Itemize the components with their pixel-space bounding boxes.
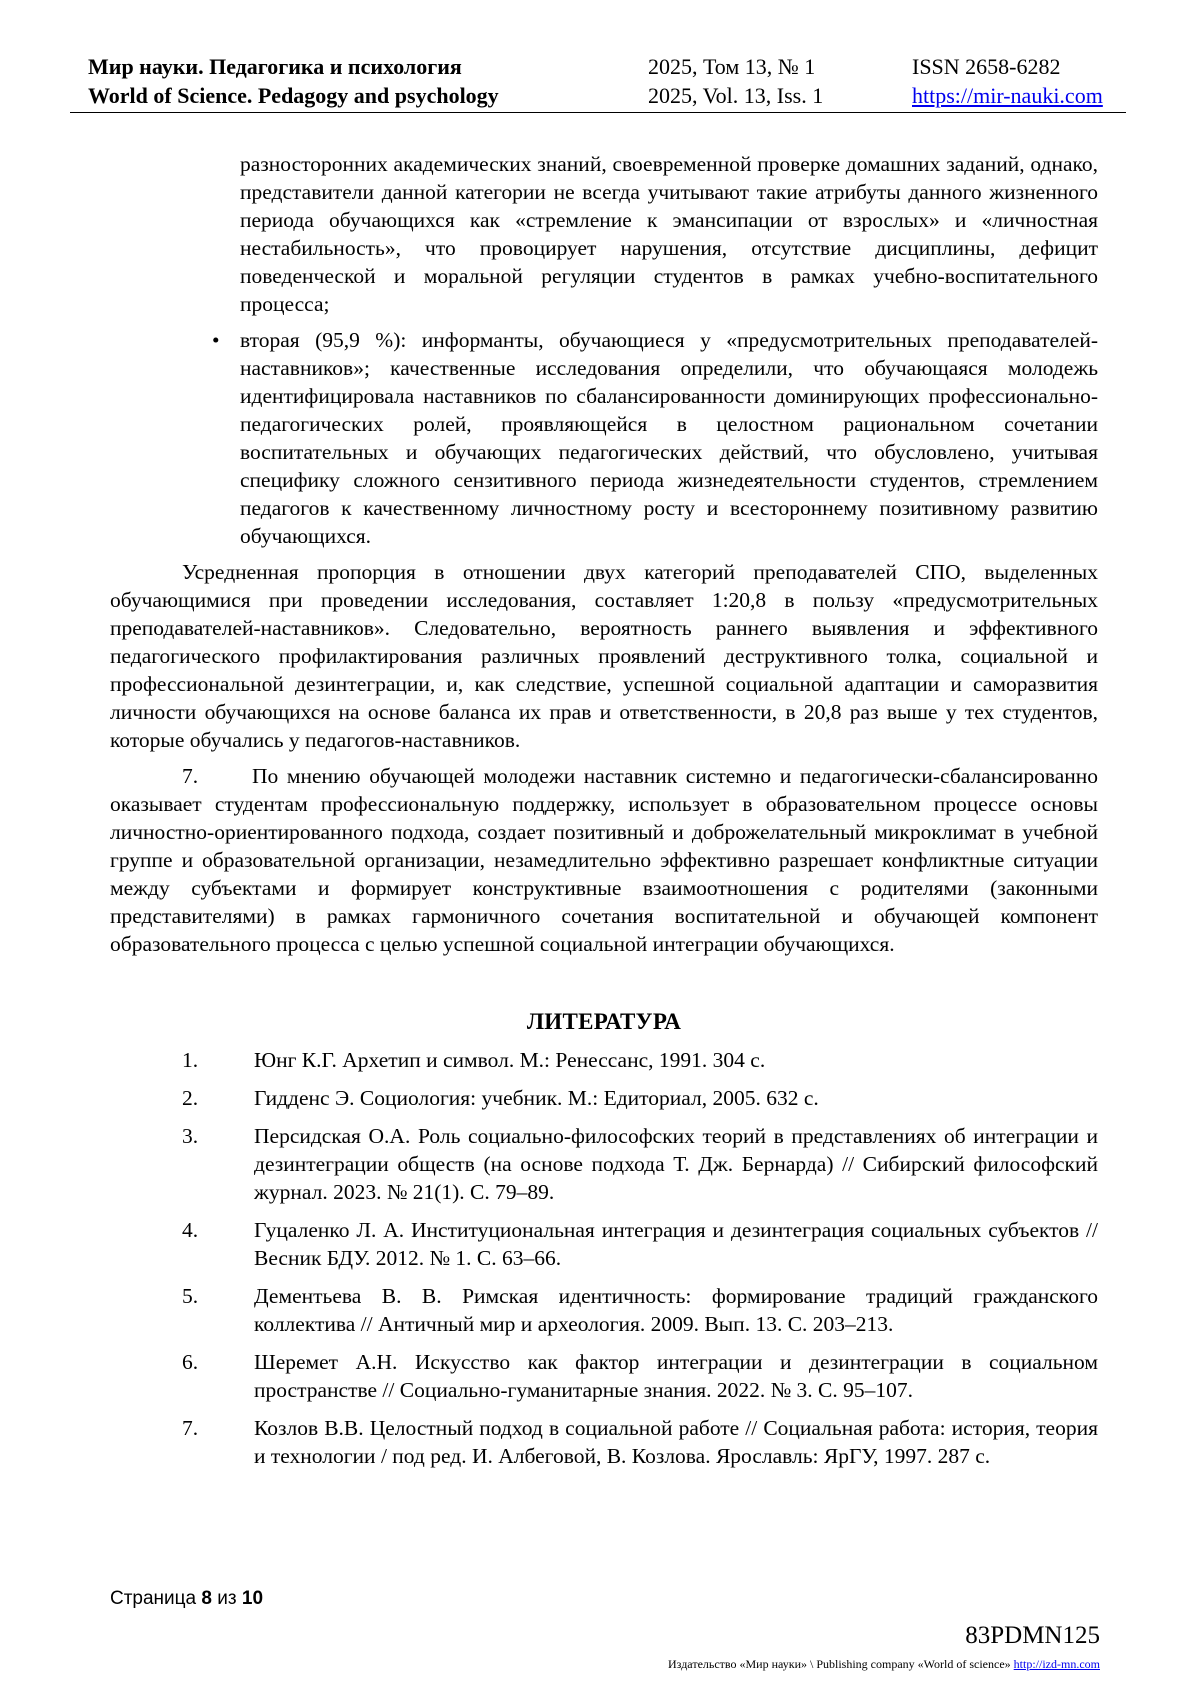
reference-item [110, 1122, 1098, 1206]
page-current: 8 [201, 1588, 212, 1609]
article-body [110, 150, 1098, 1470]
paragraph-7-number: 7. [182, 764, 199, 788]
journal-title-en: World of Science. Pedagogy and psychology [88, 83, 499, 108]
reference-number: 1. [182, 1048, 199, 1072]
reference-item [110, 1216, 1098, 1272]
reference-text: Шеремет А.Н. Искусство как фактор интеграции и дезинтеграции в социальном пространстве // Социально-гуманитарные знания. 2022. № 3. С. 95–107. [254, 1350, 1098, 1402]
document-code: 83PDMN125 [965, 1622, 1100, 1649]
issue-block [648, 52, 823, 110]
issn: ISSN 2658-6282 [912, 54, 1061, 79]
reference-item [110, 1046, 1098, 1074]
journal-header [70, 52, 1126, 113]
literature-heading: ЛИТЕРАТУРА [526, 1009, 682, 1034]
reference-item [110, 1282, 1098, 1338]
list-item [212, 326, 1098, 550]
reference-item [110, 1414, 1098, 1470]
reference-number: 6. [182, 1350, 199, 1374]
publisher-text: Издательство «Мир науки» \ Publishing company «World of science» [668, 1657, 1011, 1671]
reference-text: Гидденс Э. Социология: учебник. М.: Едиториал, 2005. 632 с. [254, 1086, 819, 1110]
reference-text: Дементьева В. В. Римская идентичность: формирование традиций гражданского коллектива // Античный мир и археология. 2009. Вып. 13. С. 203–213. [254, 1284, 1098, 1336]
reference-number: 2. [182, 1086, 199, 1110]
reference-item [110, 1348, 1098, 1404]
issn-block [912, 52, 1103, 110]
paragraph-7-text: По мнению обучающей молодежи наставник системно и педагогически-сбалансированно оказывает студентам профессиональную поддержку, использует в образовательном процессе основы личностно-ориентированного подхода, создает позитивный и доброжелательный микроклимат в учебной группе и образовательной организации, незамедлительно эффективно разрешает конфликтные ситуации между субъектами и формирует конструктивные взаимоотношения с родителями (законными представителями) в рамках гармоничного сочетания воспитательной и обучающей компонент образовательного процесса с целью успешной социальной интеграции обучающихся. [110, 764, 1098, 956]
page-of: из [217, 1588, 237, 1609]
publisher-url-link[interactable]: http://izd-mn.com [1013, 1657, 1100, 1671]
reference-number: 5. [182, 1284, 199, 1308]
bullet-item-text: вторая (95,9 %): информанты, обучающиеся у «предусмотрительных преподавателей-наставников»; качественные исследования определили, что обучающаяся молодежь идентифицировала наставников по сбалансированности доминирующих профессионально-педагогических ролей, проявляющейся в целостном рациональном сочетании воспитательных и обучающих педагогических действий, что обусловлено, учитывая специфику сложного сензитивного периода жизнедеятельности студентов, стремлением педагогов к качественному личностному росту и всестороннему позитивному развитию обучающихся. [240, 328, 1098, 548]
issue-en: 2025, Vol. 13, Iss. 1 [648, 83, 824, 108]
publisher-line [668, 1657, 1100, 1672]
issue-ru: 2025, Том 13, № 1 [648, 54, 816, 79]
paragraph-7 [110, 762, 1098, 958]
reference-number: 4. [182, 1218, 199, 1242]
journal-title-ru: Мир науки. Педагогика и психология [88, 54, 462, 79]
paragraph-proportion: Усредненная пропорция в отношении двух категорий преподавателей СПО, выделенных обучающимися при проведении исследования, составляет 1:20,8 в пользу «предусмотрительных преподавателей-наставников». Следовательно, вероятность раннего выявления и эффективного педагогического профилактирования различных проявлений деструктивного толка, социальной и профессиональной дезинтеграции, и, как следствие, успешной социальной адаптации и саморазвития личности обучающихся на основе баланса их прав и ответственности, в 20,8 раз выше у тех студентов, которые обучались у педагогов-наставников. [110, 560, 1098, 752]
page-total: 10 [241, 1588, 264, 1609]
list-item-continuation: разносторонних академических знаний, своевременной проверке домашних заданий, однако, представители данной категории не всегда учитывают такие атрибуты данного жизненного периода обучающихся как «стремление к эмансипации от взрослых» и «личностная нестабильность», что провоцирует нарушения, отсутствие дисциплины, дефицит поведенческой и моральной регуляции студентов в рамках учебно-воспитательного процесса; [240, 152, 1098, 316]
page-number [110, 1588, 263, 1610]
journal-title-block [88, 52, 499, 110]
reference-text: Юнг К.Г. Архетип и символ. М.: Ренессанс, 1991. 304 с. [254, 1048, 766, 1072]
page-prefix: Страница [110, 1588, 197, 1609]
journal-url-link[interactable]: https://mir-nauki.com [912, 83, 1103, 108]
reference-number: 3. [182, 1124, 199, 1148]
reference-list [110, 1046, 1098, 1470]
reference-text: Козлов В.В. Целостный подход в социальной работе // Социальная работа: история, теория и технологии / под ред. И. Албеговой, В. Козлова. Ярославль: ЯрГУ, 1997. 287 с. [254, 1416, 1098, 1468]
reference-number: 7. [182, 1416, 199, 1440]
reference-text: Гуцаленко Л. А. Институциональная интеграция и дезинтеграция социальных субъектов // Весник БДУ. 2012. № 1. С. 63–66. [254, 1218, 1098, 1270]
reference-text: Персидская О.А. Роль социально-философских теорий в представлениях об интеграции и дезинтеграции обществ (на основе подхода Т. Дж. Бернарда) // Сибирский философский журнал. 2023. № 21(1). С. 79–89. [254, 1124, 1098, 1204]
reference-item [110, 1084, 1098, 1112]
bullet-icon: • [212, 328, 220, 352]
